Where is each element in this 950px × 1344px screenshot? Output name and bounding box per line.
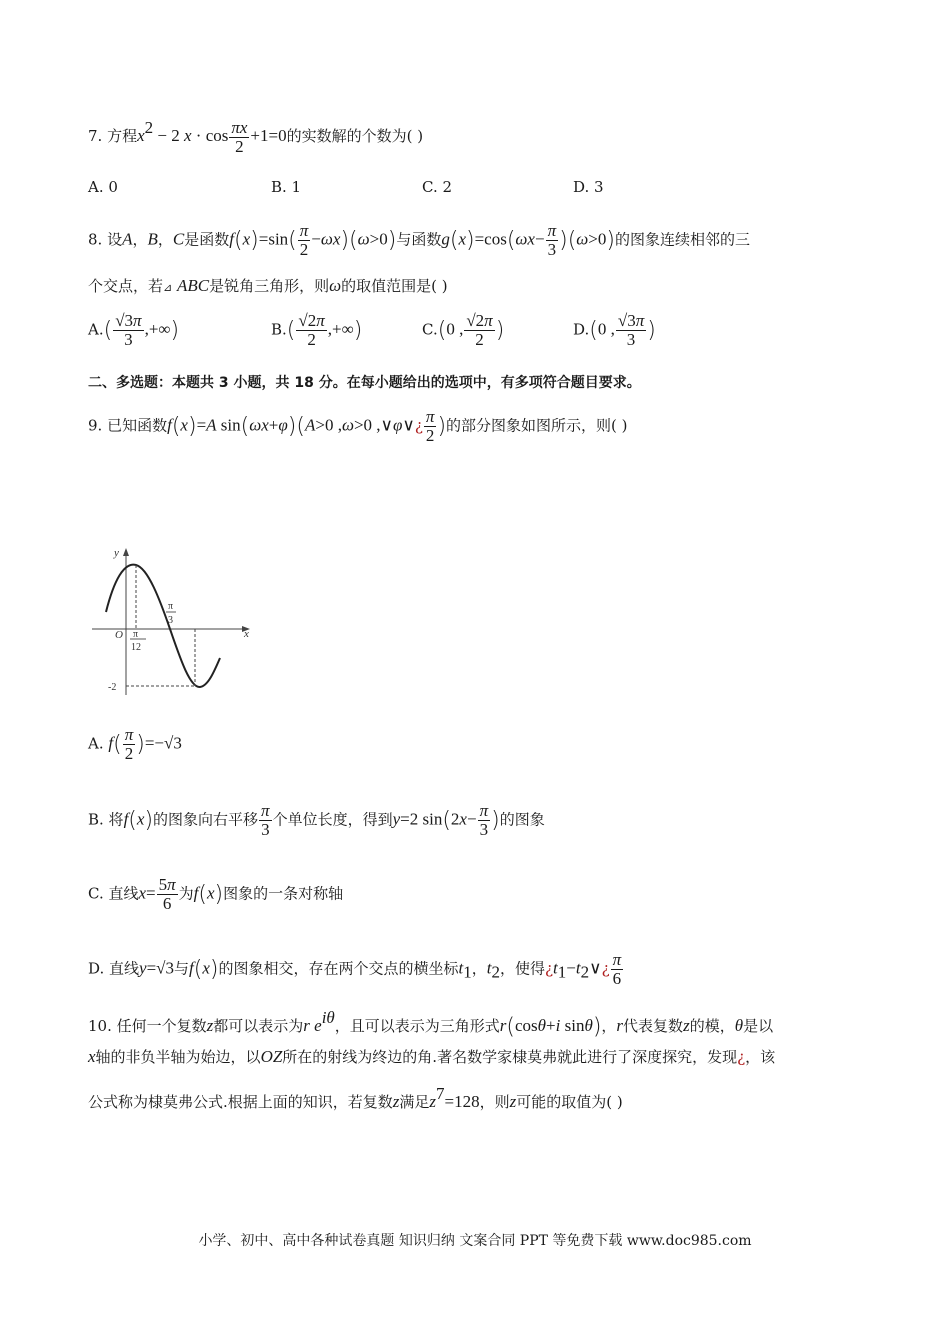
graph-sine-curve: [106, 565, 220, 687]
q7-option-d: D. 3: [573, 178, 604, 196]
graph-y-arrow: [123, 548, 129, 556]
q8-text-2: 与函数: [396, 230, 442, 249]
q7-option-c: C. 2: [422, 178, 453, 196]
q8-option-b: B.( $\frac{√2\pi}{2}$ ,+∞): [271, 311, 363, 349]
q8-prefix: 8. 设: [88, 230, 123, 249]
q10-line1: 10. 任何一个复数z都可以表示为r $e^{i\theta}$，且可以表示为三角形式r(cosθ+i sinθ)，r代表复数z的模，θ是以: [88, 1008, 774, 1040]
q10-line3: 公式称为棣莫弗公式.根据上面的知识，若复数z满足$z^7=128$，则z可能的取值为( ): [88, 1084, 623, 1111]
q9-option-b: B. 将f(x)的图象向右平移 $\frac{\pi}{3}$ 个单位长度，得到y=2 sin(2x− $\frac{\pi}{3}$ )的图象: [88, 801, 545, 839]
q9-function-graph: [88, 540, 263, 700]
graph-label-pi-3-den: 3: [168, 615, 173, 626]
q8-option-a: A.( $\frac{√3\pi}{3}$ ,+∞): [88, 311, 180, 349]
q9-option-c: C. 直线x= $\frac{5\pi}{6}$ 为f(x)图象的一条对称轴: [88, 875, 344, 913]
graph-label-minus-two: -2: [108, 682, 117, 693]
q8-text-3: 的图象连续相邻的三: [614, 230, 750, 249]
q8-line2-prefix: 个交点，若: [88, 277, 164, 295]
graph-label-pi-12-den: 12: [131, 642, 141, 653]
q9-suffix: 的部分图象如图所示，则( ): [446, 416, 628, 435]
q8-stem-line2: 个交点，若⊿ ABC是锐角三角形，则ω的取值范围是( ): [88, 276, 448, 295]
section-2-title: 二、多选题：本题共 3 小题，共 18 分。在每小题给出的选项中，有多项符合题目要求。: [88, 375, 641, 391]
q7-suffix: 的实数解的个数为( ): [286, 127, 424, 145]
q8-stem: 8. 设A，B，C是函数f(x)=sin( $\frac{\pi}{2}$ −ωx)(ω>0)与函数g(x)=cos(ωx− $\frac{\pi}{3}$ )(ω>0)的图象连续相邻的三: [88, 221, 750, 259]
graph-label-origin: O: [115, 629, 123, 641]
q7-stem: 7. 方程$x^2 - 2$ x · cos $\frac{\pi x}{2}$ +1=0的实数解的个数为( ): [88, 117, 424, 156]
q8-option-c: C.(0 , $\frac{√2\pi}{2}$ ): [422, 311, 505, 349]
page-footer: 小学、初中、高中各种试卷真题 知识归纳 文案合同 PPT 等免费下载 www.doc985.com: [198, 1233, 752, 1249]
q8-line2-suffix: 的取值范围是( ): [341, 277, 448, 295]
q7-option-a: A. 0: [88, 178, 118, 196]
graph-label-pi-3-num: π: [168, 601, 174, 612]
q9-option-a: A. f( $\frac{\pi}{2}$ )=−√3: [88, 725, 182, 763]
q10-line2: x轴的非负半轴为始边，以OZ所在的射线为终边的角.著名数学家棣莫弗就此进行了深度探究，发现¿，该: [88, 1047, 776, 1066]
q7-option-b: B. 1: [271, 178, 302, 196]
q9-prefix: 9. 已知函数: [88, 416, 168, 435]
q8-text-1: 是函数: [184, 230, 230, 249]
graph-label-pi-12-num: π: [133, 629, 139, 640]
graph-label-y: y: [114, 547, 119, 559]
q8-line2-mid: 是锐角三角形，则: [209, 277, 330, 295]
q9-option-d: D. 直线y=√3与f(x)的图象相交，存在两个交点的横坐标$t_1$，$t_2$，使得¿$t_1-t_2\vee¿$ $\frac{\pi}{6}$: [88, 950, 622, 988]
q9-stem: 9. 已知函数f(x)=A sin(ωx+φ)(A>0 ,ω>0 ,∨φ∨¿ $\frac{\pi}{2}$ )的部分图象如图所示，则( ): [88, 407, 628, 445]
q8-option-d: D.(0 , $\frac{√3\pi}{3}$ ): [573, 311, 656, 349]
graph-label-x: x: [244, 628, 249, 640]
q7-prefix: 7. 方程: [88, 127, 138, 145]
